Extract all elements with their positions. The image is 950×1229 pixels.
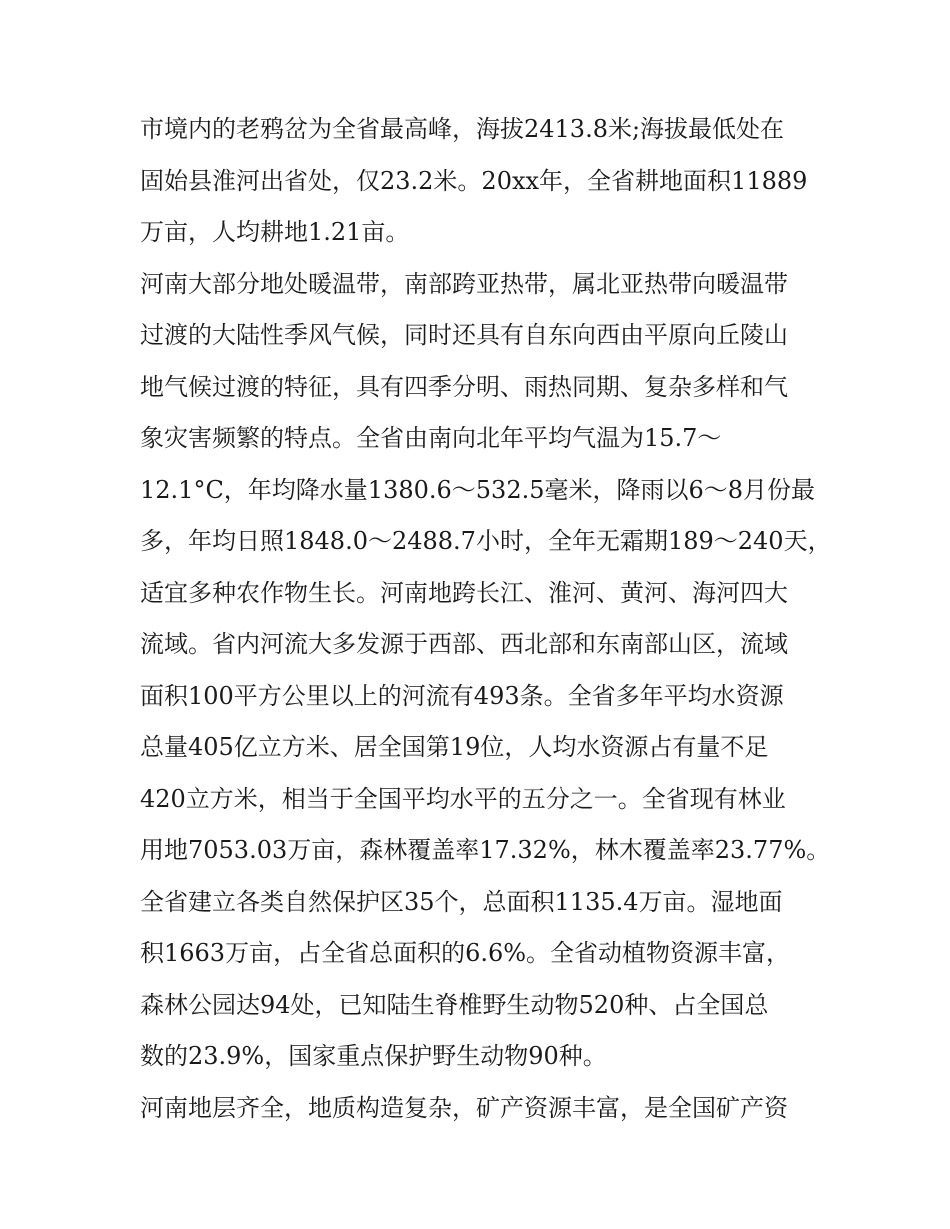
text-line: 过渡的大陆性季风气候，同时还具有自东向西由平原向丘陵山 bbox=[140, 321, 788, 349]
text-line: 万亩，人均耕地1.21亩。 bbox=[140, 218, 410, 246]
text-line: 河南地层齐全，地质构造复杂，矿产资源丰富，是全国矿产资 bbox=[140, 1093, 788, 1122]
text-line: 森林公园达94处，已知陆生脊椎野生动物520种、占全国总 bbox=[140, 990, 769, 1019]
text-line: 面积100平方公里以上的河流有493条。全省多年平均水资源 bbox=[140, 681, 784, 710]
text-line: 用地7053.03万亩，森林覆盖率17.32%，林木覆盖率23.77%。 bbox=[140, 836, 831, 864]
text-line: 象灾害频繁的特点。全省由南向北年平均气温为15.7～ bbox=[140, 424, 722, 452]
text-line: 全省建立各类自然保护区35个，总面积1135.4万亩。湿地面 bbox=[140, 887, 783, 916]
text-line: 12.1°C，年均降水量1380.6～532.5毫米，降雨以6～8月份最 bbox=[140, 475, 816, 504]
text-line: 数的23.9%，国家重点保护野生动物90种。 bbox=[140, 1042, 607, 1070]
text-line: 流域。省内河流大多发源于西部、西北部和东南部山区，流域 bbox=[140, 630, 788, 658]
text-line: 河南大部分地处暖温带，南部跨亚热带，属北亚热带向暖温带 bbox=[140, 269, 788, 298]
text-line: 适宜多种农作物生长。河南地跨长江、淮河、黄河、海河四大 bbox=[140, 578, 788, 607]
text-line: 市境内的老鸦岔为全省最高峰，海拔2413.8米;海拔最低处在 bbox=[140, 115, 785, 143]
text-line: 积1663万亩，占全省总面积的6.6%。全省动植物资源丰富， bbox=[140, 939, 791, 967]
text-line: 420立方米，相当于全国平均水平的五分之一。全省现有林业 bbox=[140, 784, 786, 813]
text-line: 地气候过渡的特征，具有四季分明、雨热同期、复杂多样和气 bbox=[140, 372, 788, 401]
document-body bbox=[140, 104, 832, 1134]
text-line: 多，年均日照1848.0～2488.7小时，全年无霜期189～240天， bbox=[140, 527, 832, 555]
text-line: 总量405亿立方米、居全国第19位，人均水资源占有量不足 bbox=[140, 733, 769, 761]
text-line: 固始县淮河出省处，仅23.2米。20xx年，全省耕地面积11889 bbox=[140, 166, 808, 195]
